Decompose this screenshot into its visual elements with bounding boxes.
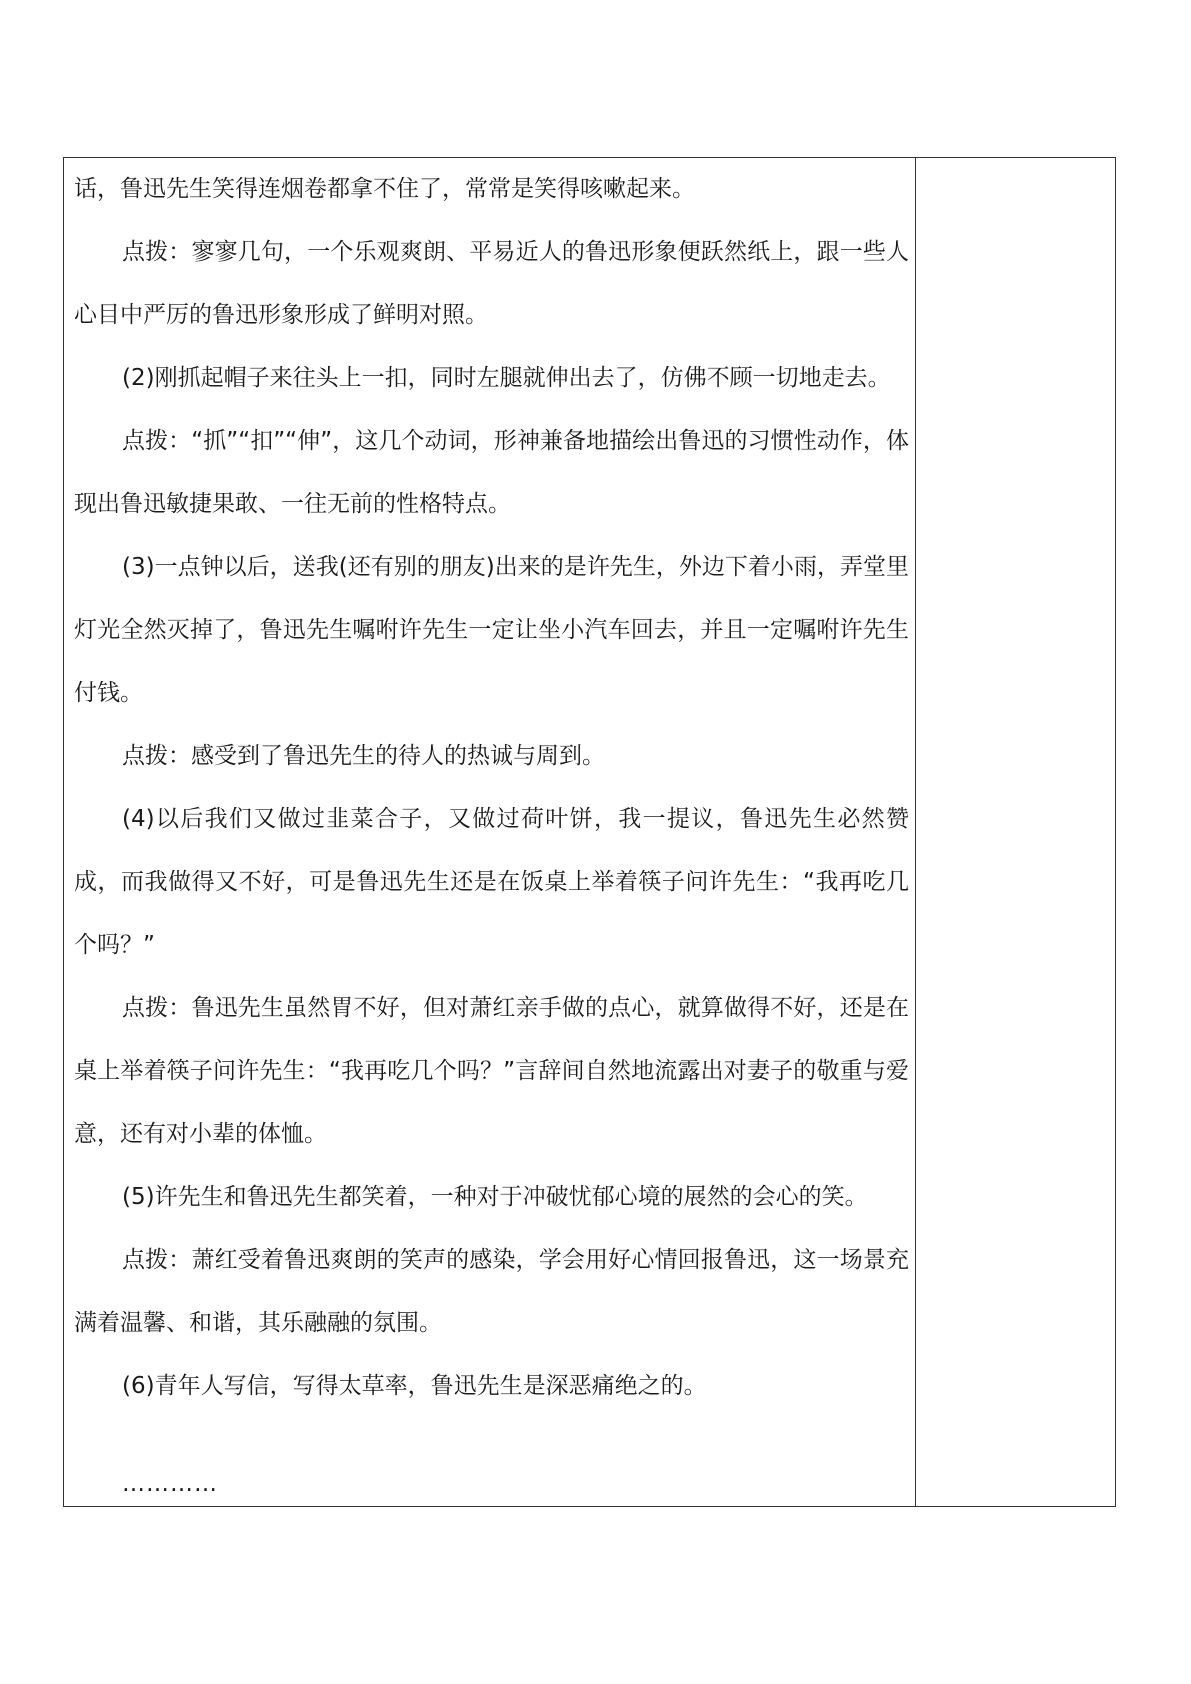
paragraph: 点拨：鲁迅先生虽然胃不好，但对萧红亲手做的点心，就算做得不好，还是在桌上举着筷子问许先生：“我再吃几个吗？”言辞间自然地流露出对妻子的敬重与爱意，还有对小辈的体恤。 xyxy=(74,994,909,1147)
paragraph: (2)刚抓起帽子来往头上一扣，同时左腿就伸出去了，仿佛不顾一切地走去。 xyxy=(122,364,891,391)
text-cell xyxy=(64,158,916,1506)
paragraph: (5)许先生和鲁迅先生都笑着，一种对于冲破忧郁心境的展然的会心的笑。 xyxy=(122,1183,868,1210)
paragraph: 点拨：感受到了鲁迅先生的待人的热诚与周到。 xyxy=(122,742,605,769)
paragraph: (4)以后我们又做过韭菜合子，又做过荷叶饼，我一提议，鲁迅先生必然赞成，而我做得又不好，可是鲁迅先生还是在饭桌上举着筷子问许先生：“我再吃几个吗？” xyxy=(74,805,909,958)
paragraph: (3)一点钟以后，送我(还有别的朋友)出来的是许先生，外边下着小雨，弄堂里灯光全然灭掉了，鲁迅先生嘱咐许先生一定让坐小汽车回去，并且一定嘱咐许先生付钱。 xyxy=(74,553,909,706)
paragraph: 点拨：寥寥几句，一个乐观爽朗、平易近人的鲁迅形象便跃然纸上，跟一些人心目中严厉的鲁迅形象形成了鲜明对照。 xyxy=(74,238,909,328)
paragraph: 点拨：“抓”“扣”“伸”，这几个动词，形神兼备地描绘出鲁迅的习惯性动作，体现出鲁迅敏捷果敢、一往无前的性格特点。 xyxy=(74,427,909,517)
paragraph: 话，鲁迅先生笑得连烟卷都拿不住了，常常是笑得咳嗽起来。 xyxy=(74,175,695,202)
text-content xyxy=(74,158,909,1418)
notes-cell xyxy=(916,158,1115,1506)
ellipsis: ………… xyxy=(122,1471,218,1497)
paragraph: 点拨：萧红受着鲁迅爽朗的笑声的感染，学会用好心情回报鲁迅，这一场景充满着温馨、和谐，其乐融融的氛围。 xyxy=(74,1246,909,1336)
content-table xyxy=(63,157,1116,1507)
paragraph: (6)青年人写信，写得太草率，鲁迅先生是深恶痛绝之的。 xyxy=(122,1372,707,1399)
